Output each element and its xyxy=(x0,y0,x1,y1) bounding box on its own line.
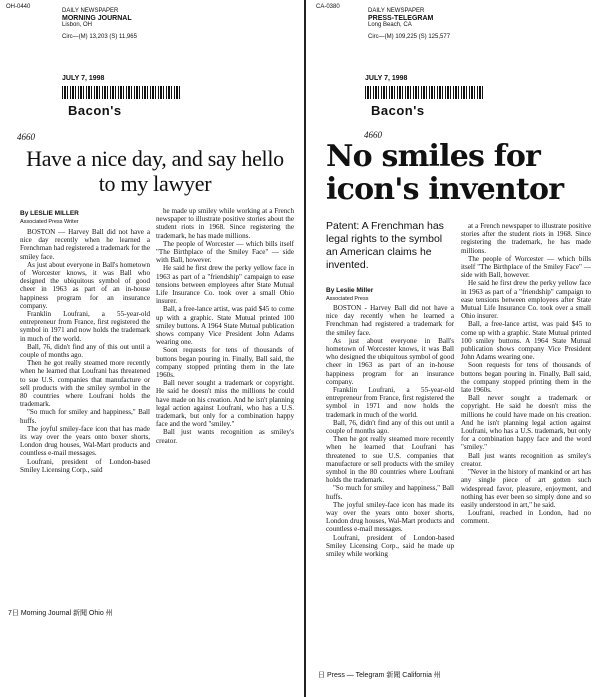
left-col2-paragraph: Ball just wants recognition as smiley's creator. xyxy=(156,428,294,445)
right-col1-paragraph: Franklin Loufrani, a 55-year-old entrepreneur from France, first registered the symbol in 1971 and now holds the trademark in much of the world. xyxy=(326,386,454,419)
right-byline-sub: Associated Press xyxy=(326,296,369,302)
right-col1-paragraph: "So much for smiley and happiness," Ball huffs. xyxy=(326,484,454,501)
right-col2-paragraph: The people of Worcester — which bills itself "The Birthplace of the Smiley Face" — side with Ball, however. xyxy=(461,254,591,280)
right-paper-city: Long Beach, CA xyxy=(368,22,412,28)
right-col1-paragraph: BOSTON - Harvey Ball did not have a nice day recently when he learned a Frenchman had registered a trademark for the smiley face. xyxy=(326,304,454,337)
right-handwritten-number: 4660 xyxy=(364,130,382,140)
left-col1-paragraph: Loufrani, president of London-based Smiley Licensing Corp., said xyxy=(20,457,150,474)
right-col1-paragraph: As just about everyone in Ball's hometown of Worcester knows, it was Ball who designed the ubiquitous symbol of good cheer in 1963 as part of an in-house happiness program for an insurance company. xyxy=(326,336,454,386)
right-article-col2 xyxy=(461,222,591,648)
right-header xyxy=(316,4,340,11)
left-col2-paragraph: Ball, a free-lance artist, was paid $45 to come up with a graphic. State Mutual printed 100 smiley buttons. A 1964 State Mutual publication shows company Vice President John Adams wearing one. xyxy=(156,305,294,347)
right-col1-paragraph: The joyful smiley-face icon has made its way over the years onto boxer shorts, London drug houses, Wal-Mart products and countless e-mail messages. xyxy=(326,500,454,534)
right-footer: 日 Press — Telegram 新聞 California 州 xyxy=(318,672,441,679)
left-col2-paragraph: Ball never sought a trademark or copyright. He said he doesn't miss the millions he could have made on his creation. And he isn't planning legal action against Loufrani, who has a U.S. trademark, but only for a combination happy face and the word "smiley." xyxy=(156,379,294,429)
left-code: OH-0440 xyxy=(6,4,31,10)
left-col2-paragraph: He said he first drew the perky yellow face in 1963 as part of a "friendship" campaign to ease tensions between employees after State Mutual Life Insurance Co. took over a small Ohio insurer. xyxy=(156,264,294,306)
right-paper-type: DAILY NEWSPAPER xyxy=(368,8,425,14)
left-article-col1 xyxy=(20,228,150,588)
page-divider xyxy=(304,0,306,697)
left-footer: 7日 Morning Journal 新聞 Ohio 州 xyxy=(8,610,113,617)
left-byline-name: By LESLIE MILLER xyxy=(20,210,79,217)
left-col2-paragraph: Soon requests for tens of thousands of buttons began pouring in. Finally, Ball said, the company stopped printing them in the late 1960s. xyxy=(156,346,294,380)
right-col2-paragraph: "Never in the history of mankind or art has any single piece of art gotten such widespread favor, pleasure, enjoyment, and nothing has ever been so simply done and so easily understood in art," he said. xyxy=(461,468,591,509)
right-col2-paragraph: Ball, a free-lance artist, was paid $45 to come up with a graphic. State Mutual printed 100 smiley buttons. A 1964 State Mutual publication shows company Vice President John Adams wearing one. xyxy=(461,320,591,362)
right-col1-paragraph: Loufrani, president of London-based Smiley Licensing Corp., said he made up smiley while working xyxy=(326,533,454,559)
right-col2-paragraph: Loufrani, reached in London, had no comment. xyxy=(461,509,591,526)
left-date: JULY 7, 1998 xyxy=(62,75,105,82)
right-date: JULY 7, 1998 xyxy=(365,75,408,82)
left-handwritten-number: 4660 xyxy=(17,132,35,142)
left-col2-paragraph: The people of Worcester — which bills itself "The Birthplace of the Smiley Face" — side with Ball, however. xyxy=(156,239,294,265)
right-byline-name: By Leslie Miller xyxy=(326,287,374,294)
left-col1-paragraph: Ball, 76, didn't find any of this out until a couple of months ago. xyxy=(20,342,150,360)
left-bacons-logo: Bacon's xyxy=(68,103,122,118)
left-col1-paragraph: BOSTON — Harvey Ball did not have a nice day recently when he learned a Frenchman had registered a trademark for the smiley face. xyxy=(20,228,150,261)
left-col1-paragraph: Then he got really steamed more recently when he learned that Loufrani has threatened to sue U.S. companies that manufacture or sell products with the smiley symbol in the 80 countries where Loufrani holds the trademark. xyxy=(20,359,150,409)
right-article-col1 xyxy=(326,304,454,644)
right-col2-paragraph: Ball just wants recognition as smiley's creator. xyxy=(461,451,591,468)
left-barcode xyxy=(62,86,182,99)
right-col2-paragraph: He said he first drew the perky yellow face in 1963 as part of a "friendship" campaign to ease tensions between employees after State Mutual Life Insurance Co. took over a small Ohio insurer. xyxy=(461,279,591,321)
right-col2-paragraph: at a French newspaper to illustrate positive stories after the student riots in 1968. Since registering the trademark, he has made millions. xyxy=(461,222,591,255)
left-paper-name: MORNING JOURNAL xyxy=(62,15,132,22)
right-col2-paragraph: Ball never sought a trademark or copyright. He said he doesn't miss the millions he could have made on his creation. And he isn't planning legal action against Loufrani, who has a U.S. trademark, but only for a combination happy face and the word "smiley." xyxy=(461,394,591,452)
left-col1-paragraph: As just about everyone in Ball's hometown of Worcester knows, it was Ball who designed the ubiquitous symbol of good cheer in 1963 as part of an in-house happiness program for an insurance company. xyxy=(20,260,150,310)
left-paper-info xyxy=(62,8,137,41)
left-col1-paragraph: The joyful smiley-face icon that has made its way over the years onto boxer shorts, London drug houses, Wal-Mart products and countless e-mail messages. xyxy=(20,424,150,458)
right-col2-paragraph: Soon requests for tens of thousands of buttons began pouring in. Finally, Ball said, the company stopped printing them in the late 1960s. xyxy=(461,361,591,395)
left-col1-paragraph: Franklin Loufrani, a 55-year-old entrepreneur from France, first registered the symbol in 1971 and now holds the trademark in much of the world. xyxy=(20,310,150,343)
left-headline: Have a nice day, and say hello to my lawyer xyxy=(26,146,284,196)
left-paper-circ: Circ—(M) 13,203 (S) 11,965 xyxy=(62,34,137,40)
right-paper-circ: Circ—(M) 109,225 (S) 125,577 xyxy=(368,34,451,40)
right-col1-paragraph: Ball, 76, didn't find any of this out until a couple of months ago. xyxy=(326,418,454,436)
right-col1-paragraph: Then he got really steamed more recently when he learned that Loufrani has threatened to sue U.S. companies that manufacture or sell products with the smiley symbol in the 80 countries where Loufrani holds the trademark. xyxy=(326,435,454,485)
left-paper-type: DAILY NEWSPAPER xyxy=(62,8,119,14)
left-byline xyxy=(20,210,79,226)
left-header xyxy=(6,4,30,11)
right-patent-deck: Patent: A Frenchman has legal rights to the symbol an American claims he invented. xyxy=(326,220,444,271)
right-paper-name: PRESS-TELEGRAM xyxy=(368,15,434,22)
left-article-col2 xyxy=(156,207,294,590)
left-paper-city: Lisbon, OH xyxy=(62,22,93,28)
right-barcode xyxy=(365,86,485,99)
right-headline: No smiles for icon's inventor xyxy=(326,139,564,207)
right-paper-info xyxy=(368,8,450,41)
left-byline-sub: Associated Press Writer xyxy=(20,219,79,225)
right-byline xyxy=(326,287,373,303)
right-code: CA-0380 xyxy=(316,4,340,10)
right-bacons-logo: Bacon's xyxy=(371,103,425,118)
left-col2-paragraph: he made up smiley while working at a French newspaper to illustrate positive stories about the student riots in 1968. Since registering the trademark, he has made millions. xyxy=(156,207,294,240)
left-col1-paragraph: "So much for smiley and happiness," Ball huffs. xyxy=(20,408,150,425)
